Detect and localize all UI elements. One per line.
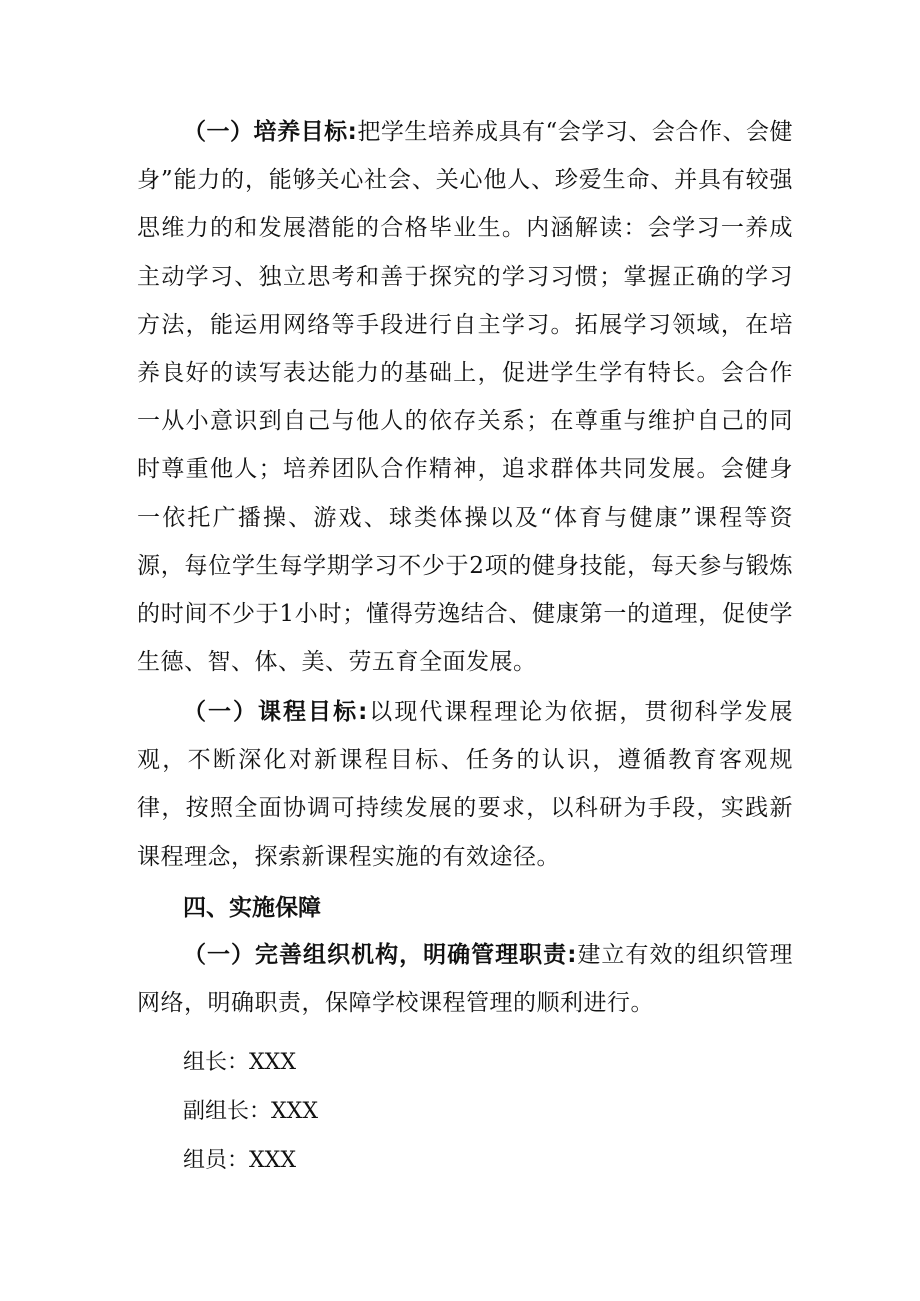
- organization-text: 建立有效的组织管理网络，明确职责，保障学校课程管理的顺利进行。: [137, 942, 793, 1017]
- course-goal-text: 以现代课程理论为依据，贯彻科学发展观，不断深化对新课程目标、任务的认识，遵循教育客观规律，按照全面协调可持续发展的要求，以科研为手段，实践新课程理念，探索新课程实施的有效途径。: [137, 699, 794, 870]
- member-staff: 组员：XXX: [183, 1148, 296, 1173]
- paragraph-organization: [137, 931, 793, 1027]
- training-goal-lead: （一）培养目标:: [183, 119, 358, 145]
- training-goal-text: 把学生培养成具有“会学习、会合作、会健身”能力的，能够关心社会、关心他人、珍爱生命、并具有较强思维力的和发展潜能的合格毕业生。内涵解读：会学习一养成主动学习、独立思考和善于探究的学习习惯；掌握正确的学习方法，能运用网络等手段进行自主学习。拓展学习领域，在培养良好的读写表达能力的基础上，促进学生学有特长。会合作一从小意识到自己与他人的依存关系；在尊重与维护自己的同时尊重他人；培养团队合作精神，追求群体共同发展。会健身一依托广播操、游戏、球类体操以及“体育与健康”课程等资源，每位学生每学期学习不少于2项的健身技能，每天参与锻炼的时间不少于1小时；懂得劳逸结合、健康第一的道理，促使学生德、智、体、美、劳五育全面发展。: [137, 119, 793, 676]
- course-goal-lead: （一）课程目标:: [183, 699, 368, 725]
- member-leader: 组长：XXX: [183, 1050, 296, 1075]
- section-heading: 四、实施保障: [183, 895, 321, 921]
- paragraph-training-goal: [137, 108, 793, 686]
- organization-lead: （一）完善组织机构，明确管理职责:: [183, 942, 577, 968]
- paragraph-course-goal: [137, 688, 793, 881]
- member-deputy: 副组长：XXX: [183, 1099, 318, 1124]
